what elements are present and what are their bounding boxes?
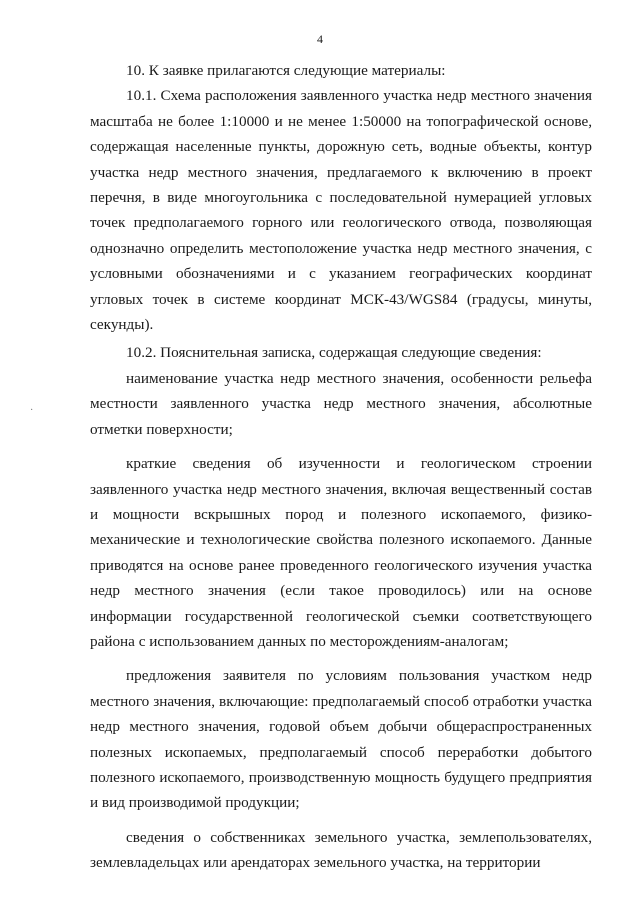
list-item-site-name: наименование участка недр местного значения, особенности рельефа местности заявленного участка недр местного значения, абсолютные отметки поверхности; bbox=[90, 369, 592, 438]
list-item-proposals: предложения заявителя по условиям пользования участком недр местного значения, включающие: предполагаемый способ отработки участка недр местного значения, годовой объем добычи общераспространенных полезных ископаемых, предполагаемый способ переработки добытого полезного ископаемого, производственную мощность будущего предприятия и вид производимой продукции; bbox=[90, 667, 592, 812]
list-item-geology: краткие сведения об изученности и геологическом строении заявленного участка недр местного значения, включая вещественный состав и мощности вскрышных пород и полезного ископаемого, физико-механические и технологические свойства полезного ископаемого. Данные приводятся на основе ранее проведенного геологического изучения участка недр местного значения (если такое проводилось) или на основе информации государственной геологической съемки соответствующего района с использованием данных по месторождениям-аналогам; bbox=[90, 455, 592, 650]
document-body bbox=[90, 58, 592, 876]
page-number: 4 bbox=[317, 32, 323, 46]
section-10-heading: 10. К заявке прилагаются следующие материалы: bbox=[126, 62, 446, 79]
margin-mark: · bbox=[30, 405, 34, 416]
section-10-2-heading: 10.2. Пояснительная записка, содержащая следующие сведения: bbox=[126, 344, 542, 362]
section-10-1-paragraph: 10.1. Схема расположения заявленного участка недр местного значения масштаба не более 1:10000 и не менее 1:50000 на топографической основе, содержащая населенные пункты, дорожную сеть, водные объекты, контур участка недр местного значения, предлагаемого к включению в проект перечня, в виде многоугольника с последовательной нумерацией угловых точек предполагаемого горного или геологического отвода, позволяющая однозначно определить местоположение участка недр местного значения, с условными обозначениями и с указанием географических координат угловых точек в системе координат МСК-43/WGS84 (градусы, минуты, секунды). bbox=[90, 87, 592, 334]
list-item-owners: сведения о собственниках земельного участка, землепользователях, землевладельцах или арендаторах земельного участка, на территории bbox=[90, 828, 592, 872]
